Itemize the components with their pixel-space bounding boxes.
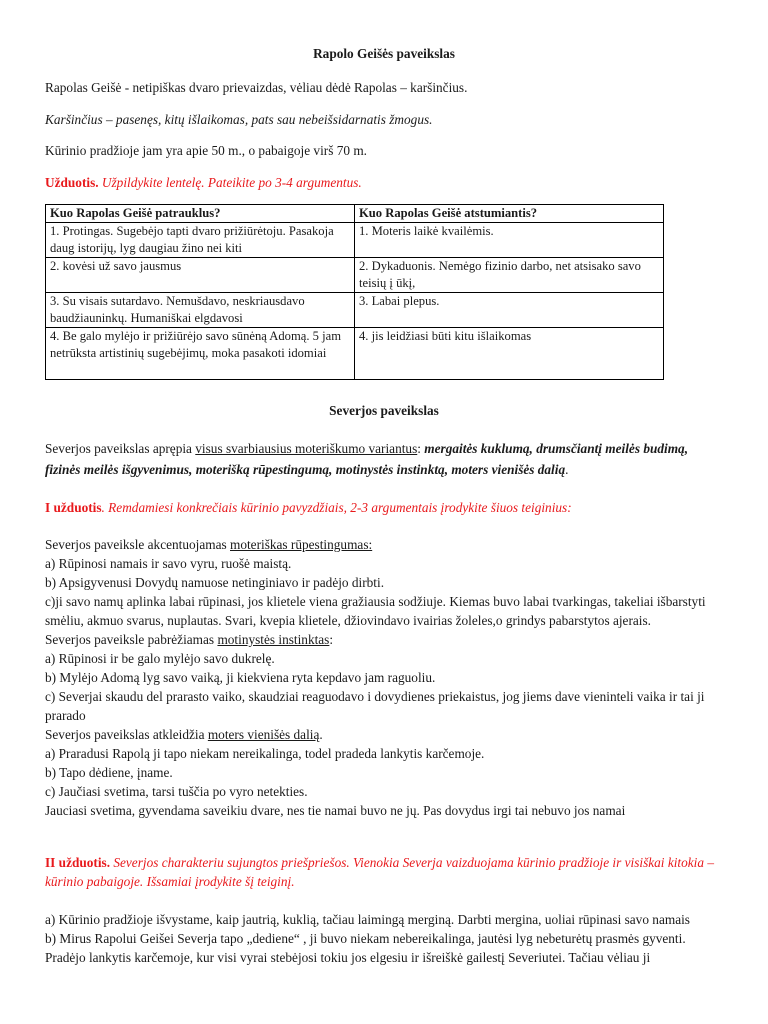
- task-2: [45, 498, 725, 517]
- answer-line: a) Kūrinio pradžioje išvystame, kaip jautrią, kuklią, tačiau laimingą merginą. Darbti mergina, uoliai rūpinasi savo namais: [45, 912, 690, 927]
- severja-intro-bold2: fizinės meilės išgyvenimus, moterišką rūpestingumą, motinystės instinktą, moters vienišės dalią: [45, 462, 566, 477]
- answer-line: c) Severjai skaudu del prarasto vaiko, skaudziai reaguodavo i dovydienes priekaistus, jog jiems dave vieninteli vaika ir tai ji prarado: [45, 689, 705, 723]
- task-3-label: II užduotis.: [45, 855, 111, 870]
- answer-line: a) Rūpinosi ir be galo mylėjo savo dukrelę.: [45, 651, 275, 666]
- answer-line: c)ji savo namų aplinka labai rūpinasi, jos klietele viena gražiausia sodžiuje. Kiemas buvo labai tvarkingas, takeliai išbarstyti smėliu, akmuo svarus, nuplautas. Svari, kvepia klietele, džiovindavo ivairias žoleles,o grindys pabarstytos ajerais.: [45, 594, 706, 628]
- severja-intro: [45, 438, 725, 480]
- rapolas-intro: Rapolas Geišė - netipiškas dvaro prievaizdas, vėliau dėdė Rapolas – karšinčius.: [45, 80, 468, 95]
- task-1-label: Užduotis.: [45, 175, 99, 190]
- severja-intro-part1: Severjos paveikslas aprępia: [45, 441, 196, 456]
- table-cell: 4. jis leidžiasi būti kitu išlaikomas: [355, 328, 664, 380]
- section-title-severja: Severjos paveikslas: [329, 403, 439, 418]
- answer-line: a) Rūpinosi namais ir savo vyru, ruošė maistą.: [45, 556, 292, 571]
- answer-heading-underlined: moteriškas rūpestingumas:: [230, 537, 373, 552]
- answer-heading-underlined: motinystės instinktas: [217, 632, 330, 647]
- table-row: [46, 293, 664, 328]
- answer-heading-underlined: moters vienišės dalią: [207, 727, 320, 742]
- section-title-rapolas: Rapolo Geišės paveikslas: [313, 46, 455, 61]
- final-answers-block: [45, 910, 725, 967]
- severja-intro-end: .: [565, 462, 569, 477]
- answer-heading-prefix: Severjos paveikslas atkleidžia: [45, 727, 208, 742]
- table-row: [46, 258, 664, 293]
- task-2-label: I užduotis: [45, 500, 102, 515]
- table-cell: 2. Dykaduonis. Nemėgo fizinio darbo, net atsisako savo teisių į ūkį,: [355, 258, 664, 293]
- task-3: [45, 853, 725, 891]
- table-cell: 3. Su visais sutardavo. Nemušdavo, neskriausdavo baudžiauninkų. Humaniškai elgdavosi: [46, 293, 355, 328]
- table-cell: 3. Labai plepus.: [355, 293, 664, 328]
- answer-line: Jauciasi svetima, gyvendama saveikiu dvare, nes tie namai buvo ne jų. Pas dovydus irgi tai nebuvo jos namai: [45, 803, 626, 818]
- table-row: [46, 328, 664, 380]
- rapolas-table: [45, 204, 664, 380]
- table-row: [46, 223, 664, 258]
- karsincius-definition: Karšinčius – pasenęs, kitų išlaikomas, pats sau nebeišsidarnatis žmogus.: [45, 112, 433, 127]
- answer-line: b) Apsigyvenusi Dovydų namuose netinginiavo ir padėjo dirbti.: [45, 575, 385, 590]
- severja-intro-colon: :: [417, 441, 425, 456]
- answer-heading-prefix: Severjos paveiksle akcentuojamas: [45, 537, 230, 552]
- task-3-text: Severjos charakteriu sujungtos priešpriešos. Vienokia Severja vaizduojama kūrinio pradžioje ir visiškai kitokia – kūrinio pabaigoje. Išsamiai įrodykite šį teiginį.: [45, 855, 714, 889]
- answer-line: a) Praradusi Rapolą ji tapo niekam nereikalinga, todel pradeda lankytis karčemoje.: [45, 746, 485, 761]
- answer-line: c) Jaučiasi svetima, tarsi tuščia po vyro netekties.: [45, 784, 308, 799]
- answers-block: [45, 535, 725, 820]
- table-cell: 1. Protingas. Sugebėjo tapti dvaro prižiūrėtoju. Pasakoja daug istorijų, lyg daugiau žino nei kiti: [46, 223, 355, 258]
- severja-intro-bold1: mergaitės kuklumą, drumsčiantį meilės budimą,: [424, 441, 689, 456]
- task-2-text: . Remdamiesi konkrečiais kūrinio pavyzdžiais, 2-3 argumentais įrodykite šiuos teiginius:: [101, 500, 572, 515]
- table-header-repulsive: Kuo Rapolas Geišė atstumiantis?: [355, 205, 664, 223]
- answer-heading-care: [45, 535, 725, 554]
- answer-line: b) Mylėjo Adomą lyg savo vaiką, ji kiekviena ryta kepdavo jam raguoliu.: [45, 670, 436, 685]
- answer-heading-suffix: :: [329, 632, 334, 647]
- table-cell: 2. kovėsi už savo jausmus: [46, 258, 355, 293]
- answer-line: b) Tapo dėdiene, įname.: [45, 765, 173, 780]
- answer-heading-suffix: .: [319, 727, 323, 742]
- table-cell: 1. Moteris laikė kvailėmis.: [355, 223, 664, 258]
- task-1-text: Užpildykite lentelę. Pateikite po 3-4 argumentus.: [98, 175, 362, 190]
- table-header-row: [46, 205, 664, 223]
- answer-heading-motherhood: [45, 630, 725, 649]
- answer-line: b) Mirus Rapolui Geišei Severja tapo „dediene“ , ji buvo niekam nebereikalinga, jautėsi lyg nebeturėtų prasmės gyventi.: [45, 931, 686, 946]
- answer-line: Pradėjo lankytis karčemoje, kur visi vyrai stebėjosi tokiu jos elgesiu ir išreiškė gailestį Severiutei. Tačiau vėliau ji: [45, 950, 651, 965]
- table-cell: 4. Be galo mylėjo ir prižiūrėjo savo sūnėną Adomą. 5 jam netrūksta artistinių sugebėjimų, moka pasakoti idomiai: [46, 328, 355, 380]
- answer-heading-prefix: Severjos paveiksle pabrėžiamas: [45, 632, 218, 647]
- severja-intro-underlined: visus svarbiausius moteriškumo variantus: [195, 441, 418, 456]
- table-header-attractive: Kuo Rapolas Geišė patrauklus?: [46, 205, 355, 223]
- task-1: [45, 173, 725, 192]
- age-note: Kūrinio pradžioje jam yra apie 50 m., o pabaigoje virš 70 m.: [45, 143, 367, 158]
- answer-heading-loneliness: [45, 725, 725, 744]
